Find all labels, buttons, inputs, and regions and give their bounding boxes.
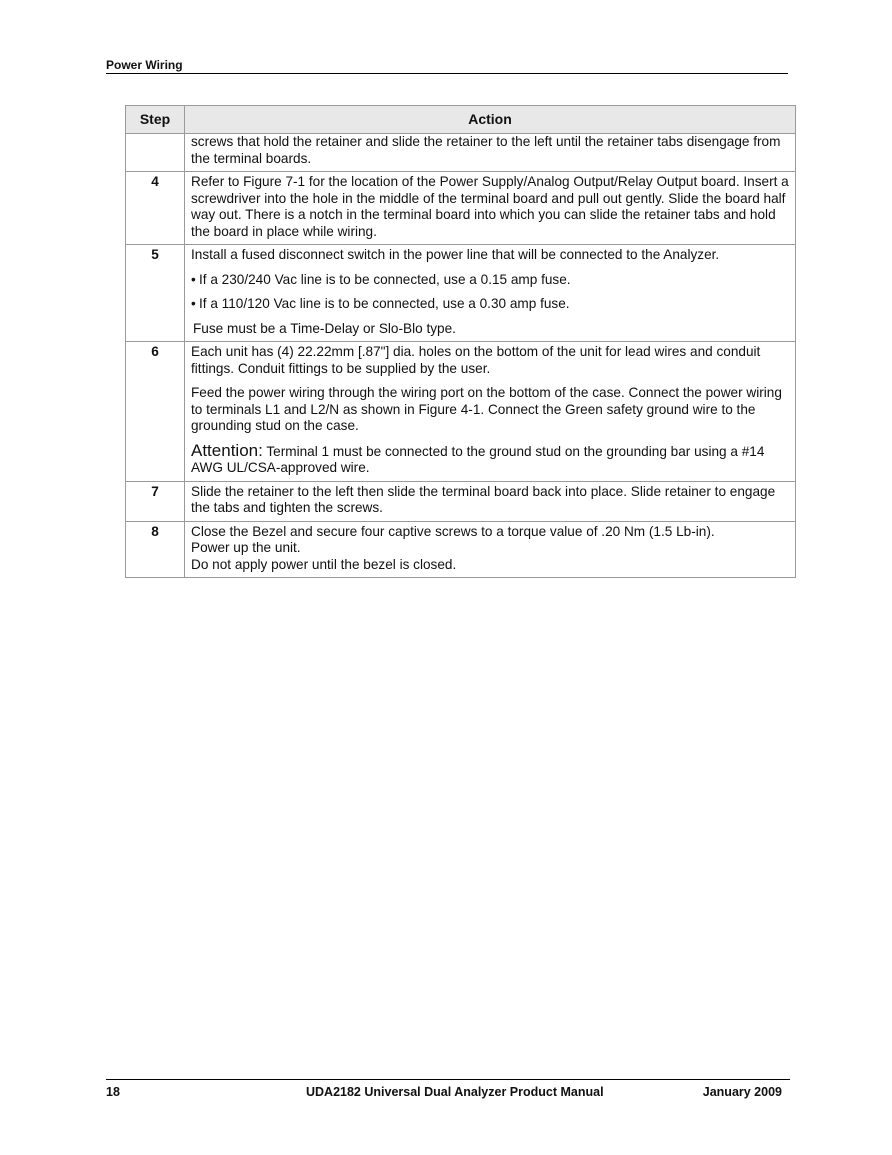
action-line: Power up the unit. (191, 540, 301, 555)
page-number: 18 (106, 1085, 120, 1099)
procedure-table (125, 105, 796, 578)
table-row (126, 481, 796, 521)
action-cell (185, 172, 796, 245)
step-cell (126, 134, 185, 172)
publication-date: January 2009 (702, 1085, 782, 1099)
action-paragraph: Refer to Figure 7-1 for the location of the Power Supply/Analog Output/Relay Output board. Insert a screwdriver into the hole in the middle of the terminal board and pull out gently. Slide the board half way out. There is a notch in the terminal board into which you can slide the retainer tabs and hold the board in place while wiring. (191, 174, 789, 239)
step-number: 7 (126, 481, 185, 521)
action-paragraph: Feed the power wiring through the wiring port on the bottom of the case. Connect the power wiring to terminals L1 and L2/N as shown in Figure 4-1. Connect the Green safety ground wire to the grounding stud on the case. (191, 385, 782, 433)
running-header (106, 58, 788, 74)
bullet-text: If a 110/120 Vac line is to be connected, use a 0.30 amp fuse. (199, 296, 570, 311)
bullet-icon: • (191, 296, 196, 311)
action-cell (185, 342, 796, 482)
step-number: 6 (126, 342, 185, 482)
table-row (126, 521, 796, 578)
action-line: Do not apply power until the bezel is closed. (191, 556, 457, 572)
section-title: Power Wiring (106, 58, 183, 72)
fuse-note: Fuse must be a Time-Delay or Slo-Blo type. (193, 320, 456, 336)
column-header-action: Action (185, 106, 796, 134)
table-row (126, 134, 796, 172)
attention-label: Attention: (191, 440, 263, 460)
action-paragraph: Install a fused disconnect switch in the power line that will be connected to the Analyzer. (191, 247, 720, 262)
bullet-item (191, 272, 789, 289)
table-row (126, 342, 796, 482)
bullet-text: If a 230/240 Vac line is to be connected, use a 0.15 amp fuse. (199, 271, 571, 287)
continuation-text: screws that hold the retainer and slide the retainer to the left until the retainer tabs disengage from the terminal boards. (191, 134, 781, 166)
bullet-icon: • (191, 271, 196, 287)
action-cell (185, 521, 796, 578)
action-cell (185, 134, 796, 172)
action-line: Close the Bezel and secure four captive screws to a torque value of .20 Nm (1.5 Lb-in). (191, 523, 715, 539)
attention-text: Terminal 1 must be connected to the ground stud on the grounding bar using a #14 AWG UL/CSA-approved wire. (191, 443, 765, 475)
table-row (126, 172, 796, 245)
table-row (126, 245, 796, 342)
page-footer (106, 1079, 790, 1099)
step-number: 8 (126, 521, 185, 578)
step-number: 5 (126, 245, 185, 342)
manual-title: UDA2182 Universal Dual Analyzer Product Manual (306, 1085, 604, 1099)
action-cell (185, 245, 796, 342)
column-header-step: Step (126, 106, 185, 134)
action-cell (185, 481, 796, 521)
step-number: 4 (126, 172, 185, 245)
action-paragraph: Each unit has (4) 22.22mm [.87"] dia. holes on the bottom of the unit for lead wires and conduit fittings. Conduit fittings to be supplied by the user. (191, 344, 761, 376)
bullet-item (191, 296, 789, 313)
table-header-row (126, 106, 796, 134)
attention-note (191, 440, 789, 477)
action-paragraph: Slide the retainer to the left then slide the terminal board back into place. Slide retainer to engage the tabs and tighten the screws. (191, 483, 776, 515)
